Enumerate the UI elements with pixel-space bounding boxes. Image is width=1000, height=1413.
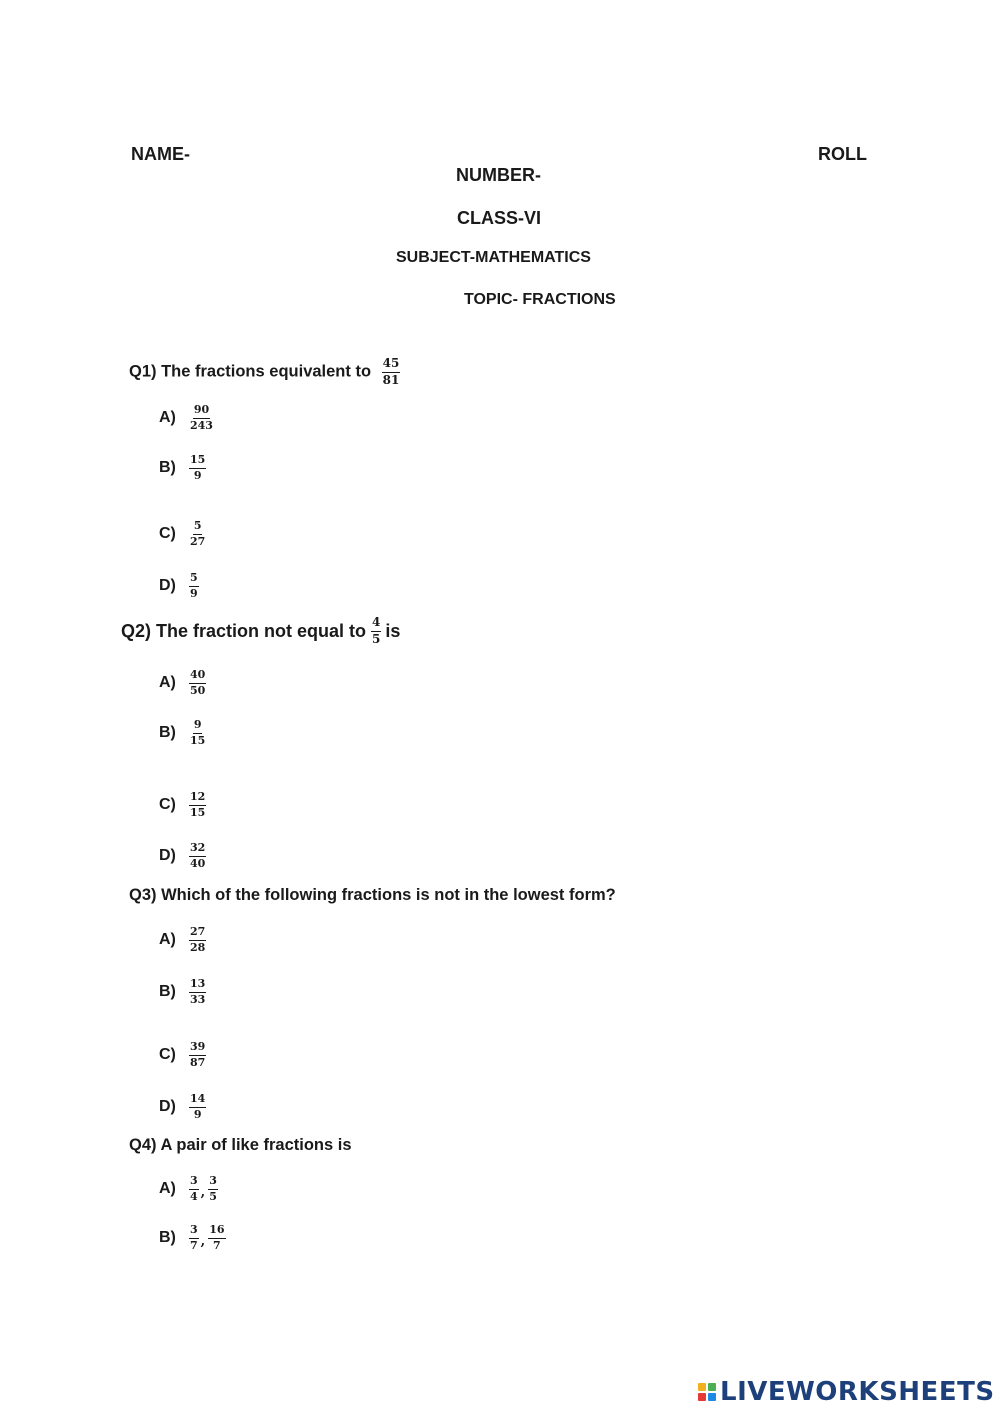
- q3-option-c[interactable]: C) $\frac{39}{87}$: [159, 1040, 206, 1069]
- question-2-text: Q2) The fraction not equal to: [121, 620, 367, 641]
- question-4: Q4) A pair of like fractions is: [129, 1136, 352, 1154]
- logo-square: [708, 1383, 716, 1391]
- q3-option-b[interactable]: B) $\frac{13}{33}$: [159, 977, 206, 1006]
- option-fraction: $\frac{12}{15}$: [190, 790, 206, 819]
- class-label: CLASS-VI: [457, 208, 542, 228]
- option-fraction: $\frac{5}{9}$: [190, 571, 198, 600]
- fraction-separator: ,: [200, 1184, 206, 1200]
- option-fraction: $\frac{39}{87}$: [190, 1040, 206, 1069]
- option-fraction: $\frac{13}{33}$: [190, 977, 206, 1006]
- option-fraction: $\frac{3}{4}$: [190, 1174, 198, 1203]
- option-fraction: $\frac{16}{7}$: [209, 1223, 225, 1252]
- q2-option-a[interactable]: A) $\frac{40}{50}$: [159, 668, 206, 697]
- option-fraction: $\frac{9}{15}$: [190, 718, 206, 747]
- option-fraction: $\frac{90}{243}$: [190, 403, 213, 432]
- option-fraction: $\frac{27}{28}$: [190, 925, 206, 954]
- option-fraction: $\frac{40}{50}$: [190, 668, 206, 697]
- question-2-suffix: is: [385, 620, 401, 641]
- q1-option-b[interactable]: B) $\frac{15}{9}$: [159, 453, 206, 482]
- fraction-separator: ,: [200, 1233, 206, 1249]
- q2-option-b[interactable]: B) $\frac{9}{15}$: [159, 718, 206, 747]
- option-fraction: $\frac{3}{7}$: [190, 1223, 198, 1252]
- question-2-fraction: $\frac{4}{5}$: [372, 615, 381, 646]
- roll-label: ROLL: [818, 144, 867, 164]
- q4-option-b[interactable]: B) $\frac{3}{7}$ , $\frac{16}{7}$: [159, 1223, 225, 1252]
- q1-option-c[interactable]: C) $\frac{5}{27}$: [159, 519, 206, 548]
- question-1-text: Q1) The fractions equivalent to: [129, 362, 372, 381]
- option-fraction: $\frac{14}{9}$: [190, 1092, 206, 1121]
- q3-option-d[interactable]: D) $\frac{14}{9}$: [159, 1092, 206, 1121]
- name-label: NAME-: [131, 144, 190, 164]
- logo-square: [698, 1383, 706, 1391]
- number-label: NUMBER-: [456, 165, 541, 185]
- question-1-fraction: $\frac{45}{81}$: [382, 356, 400, 387]
- logo-square: [708, 1393, 716, 1401]
- option-fraction: $\frac{3}{5}$: [209, 1174, 217, 1203]
- q1-option-a[interactable]: A) $\frac{90}{243}$: [159, 403, 213, 432]
- question-1: [129, 357, 400, 388]
- subject-label: SUBJECT-MATHEMATICS: [396, 249, 591, 266]
- q4-option-a[interactable]: A) $\frac{3}{4}$ , $\frac{3}{5}$: [159, 1174, 217, 1203]
- option-fraction: $\frac{15}{9}$: [190, 453, 206, 482]
- option-fraction: $\frac{5}{27}$: [190, 519, 206, 548]
- q2-option-d[interactable]: D) $\frac{32}{40}$: [159, 841, 206, 870]
- q2-option-c[interactable]: C) $\frac{12}{15}$: [159, 790, 206, 819]
- question-3: Q3) Which of the following fractions is not in the lowest form?: [129, 886, 616, 904]
- q1-option-d[interactable]: D) $\frac{5}{9}$: [159, 571, 198, 600]
- logo-square: [698, 1393, 706, 1401]
- liveworksheets-logo: [698, 1377, 995, 1407]
- question-2: [121, 616, 400, 647]
- option-fraction: $\frac{32}{40}$: [190, 841, 206, 870]
- topic-label: TOPIC- FRACTIONS: [464, 291, 616, 308]
- logo-icon: [698, 1383, 716, 1401]
- q3-option-a[interactable]: A) $\frac{27}{28}$: [159, 925, 206, 954]
- logo-text: LIVEWORKSHEETS: [720, 1377, 995, 1407]
